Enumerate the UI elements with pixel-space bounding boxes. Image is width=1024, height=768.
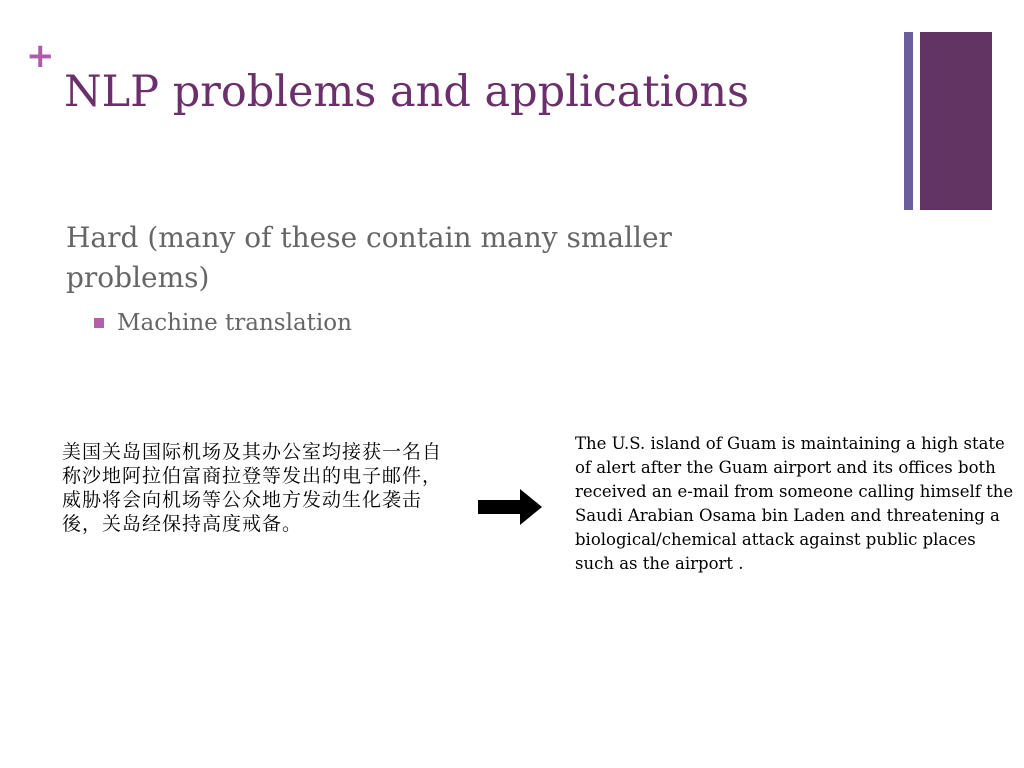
slide-subtitle: Hard (many of these contain many smaller problems) [66, 221, 672, 294]
chinese-source-text: 美国关岛国际机场及其办公室均接获一名自称沙地阿拉伯富商拉登等发出的电子邮件，威胁将会向机场等公众地方发动生化袭击後，关岛经保持高度戒备。 [62, 441, 443, 535]
bullet-square-icon [94, 318, 104, 328]
bullet-item-label: Machine translation [117, 310, 352, 336]
decorative-thick-bar [920, 32, 992, 210]
english-translation-text: The U.S. island of Guam is maintaining a high state of alert after the Guam airport and its offices both received an e-mail from someone calling himself the Saudi Arabian Osama bin Laden and threatening a biological/chemical attack against public places such as the airport . [575, 434, 1014, 573]
plus-decoration: + [26, 36, 55, 76]
bullet-item-machine-translation [94, 306, 352, 340]
decorative-thin-bar [904, 32, 913, 210]
right-arrow-icon [476, 486, 544, 528]
slide-title: NLP problems and applications [64, 67, 750, 117]
